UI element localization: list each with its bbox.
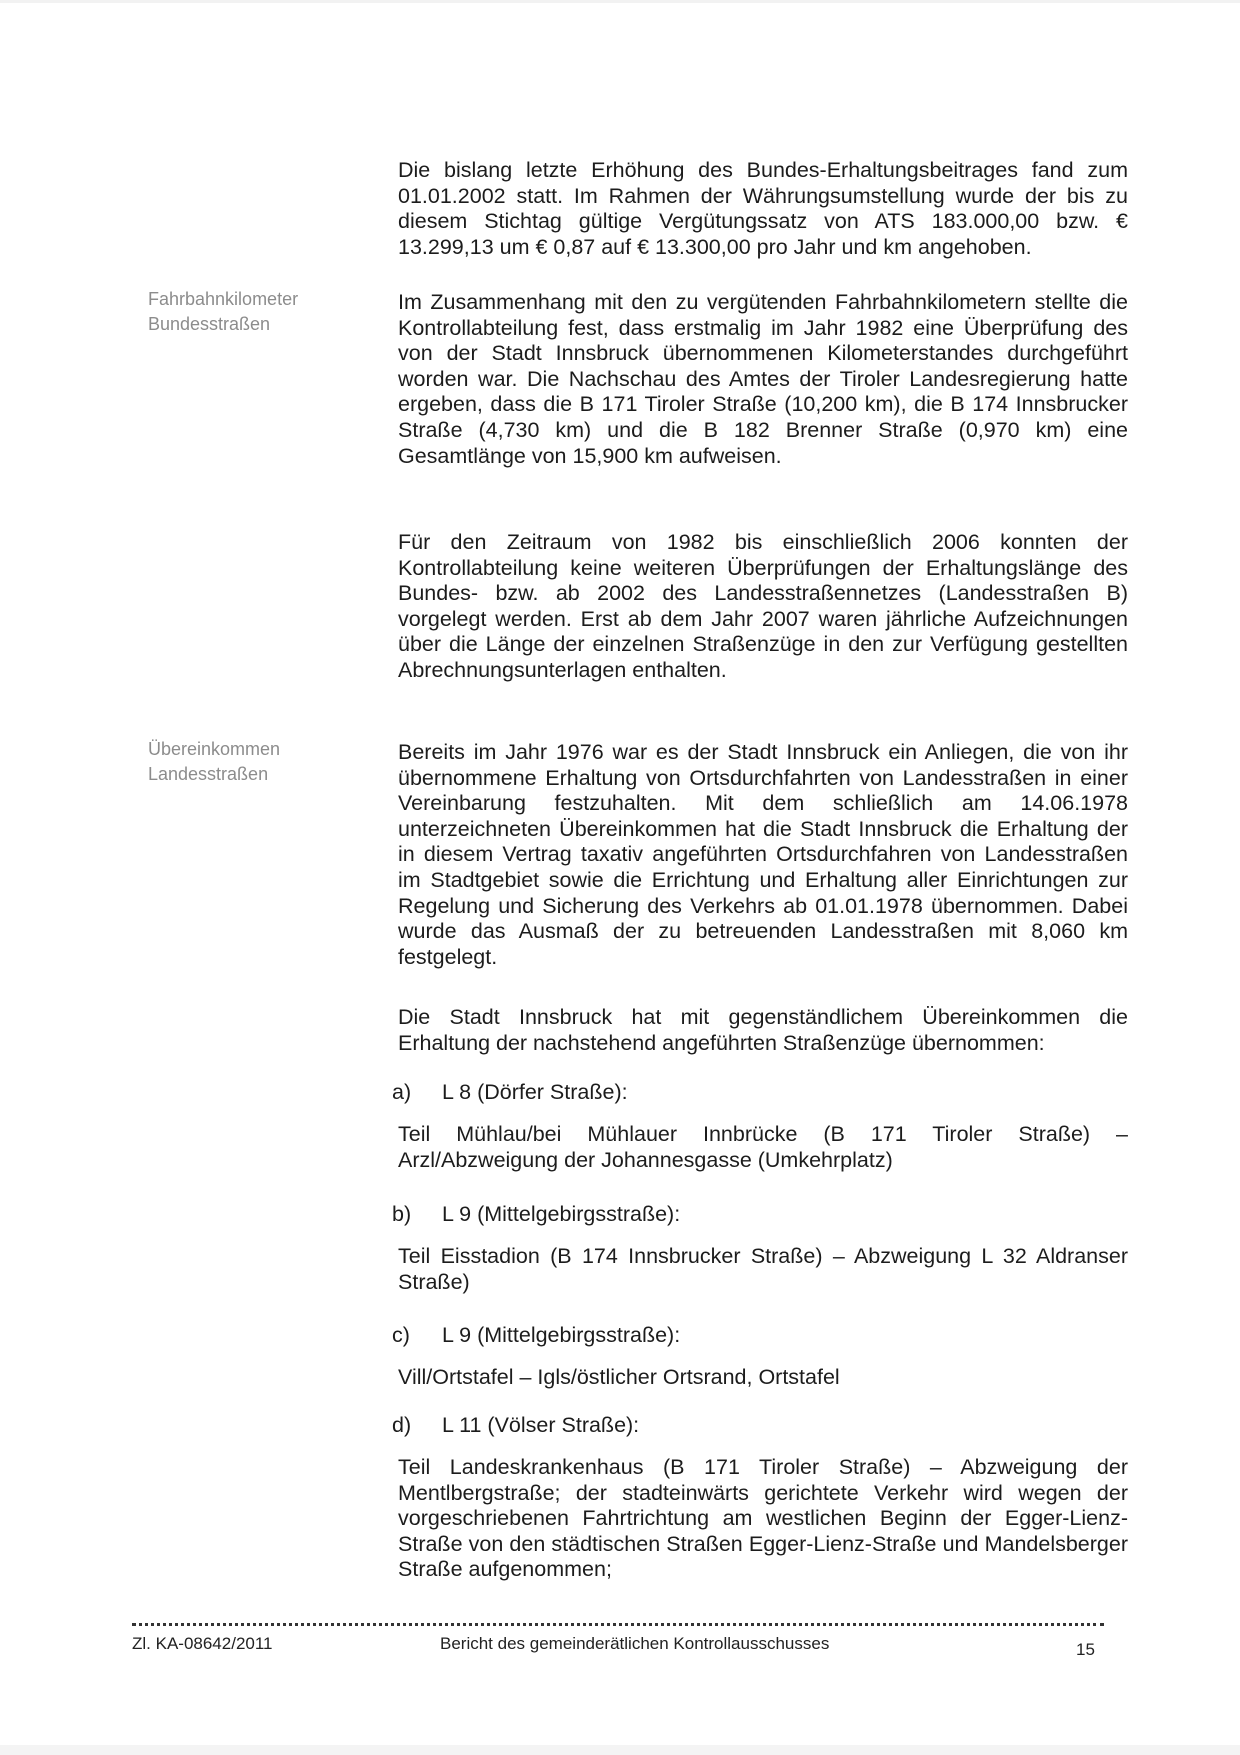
list-item-title: L 9 (Mittelgebirgsstraße): [442, 1323, 681, 1347]
list-item-title: L 8 (Dörfer Straße): [442, 1080, 628, 1104]
list-item-text-b: Teil Eisstadion (B 174 Innsbrucker Straße) – Abzweigung L 32 Aldranser Straße) [398, 1244, 1128, 1294]
list-item-label-d [392, 1412, 639, 1438]
list-item-text-c: Vill/Ortstafel – Igls/östlicher Ortsrand, Ortstafel [398, 1365, 840, 1389]
list-item-letter: b) [392, 1202, 412, 1226]
paragraph-strassenzuege-intro: Die Stadt Innsbruck hat mit gegenständlichem Übereinkommen die Erhaltung der nachstehend angeführten Straßenzüge übernommen: [398, 1005, 1128, 1055]
scan-edge-top [0, 0, 1240, 3]
list-item-text-d: Teil Landeskrankenhaus (B 171 Tiroler Straße) – Abzweigung der Mentlbergstraße; der stadteinwärts gerichtete Verkehr wird wegen der vorgeschriebenen Fahrtrichtung am westlichen Beginn der Egger-Lienz-Straße von den städtischen Straßen Egger-Lienz-Straße und Mandelsberger Straße aufgenommen; [398, 1455, 1128, 1582]
footer-reference: Zl. KA-08642/2011 [132, 1634, 273, 1653]
list-item-letter: a) [392, 1080, 412, 1104]
list-item-letter: c) [392, 1323, 410, 1347]
list-item-text-a: Teil Mühlau/bei Mühlauer Innbrücke (B 171 Tiroler Straße) – Arzl/Abzweigung der Johannesgasse (Umkehrplatz) [398, 1122, 1128, 1172]
margin-note-uebereinkommen [148, 737, 338, 787]
margin-note-line: Landesstraßen [148, 764, 269, 784]
footer-dotted-rule [132, 1623, 1104, 1626]
paragraph-fahrbahnkilometer: Im Zusammenhang mit den zu vergütenden Fahrbahnkilometern stellte die Kontrollabteilung fest, dass erstmalig im Jahr 1982 eine Überprüfung des von der Stadt Innsbruck übernommenen Kilometerstandes durchgeführt worden war. Die Nachschau des Amtes der Tiroler Landesregierung hatte ergeben, dass die B 171 Tiroler Straße (10,200 km), die B 174 Innsbrucker Straße (4,730 km) und die B 182 Brenner Straße (0,970 km) eine Gesamtlänge von 15,900 km aufweisen. [398, 290, 1128, 468]
paragraph-erhaltungsbeitrag: Die bislang letzte Erhöhung des Bundes-Erhaltungsbeitrages fand zum 01.01.2002 statt. Im Rahmen der Währungsumstellung wurde der bis zu diesem Stichtag gültige Vergütungssatz von ATS 183.000,00 bzw. € 13.299,13 um € 0,87 auf € 13.300,00 pro Jahr und km angehoben. [398, 158, 1128, 259]
list-item-title: L 9 (Mittelgebirgsstraße): [442, 1202, 681, 1226]
list-item-label-a [392, 1079, 628, 1105]
paragraph-zeitraum: Für den Zeitraum von 1982 bis einschließlich 2006 konnten der Kontrollabteilung keine weiteren Überprüfungen der Erhaltungslänge des Bundes- bzw. ab 2002 des Landesstraßennetzes (Landesstraßen B) vorgelegt werden. Erst ab dem Jahr 2007 waren jährliche Aufzeichnungen über die Länge der einzelnen Straßenzüge in den zur Verfügung gestellten Abrechnungsunterlagen enthalten. [398, 530, 1128, 682]
margin-note-fahrbahnkilometer [148, 287, 338, 337]
footer-page-number: 15 [1076, 1640, 1095, 1659]
list-item-label-b [392, 1201, 680, 1227]
scan-edge-bottom [0, 1745, 1240, 1755]
list-item-title: L 11 (Völser Straße): [442, 1413, 640, 1437]
margin-note-line: Fahrbahnkilometer [148, 289, 299, 309]
footer-report-title: Bericht des gemeinderätlichen Kontrollausschusses [440, 1634, 830, 1653]
list-item-label-c [392, 1322, 680, 1348]
paragraph-vereinbarung: Bereits im Jahr 1976 war es der Stadt Innsbruck ein Anliegen, die von ihr übernommene Erhaltung von Ortsdurchfahrten von Landesstraßen in einer Vereinbarung festzuhalten. Mit dem schließlich am 14.06.1978 unterzeichneten Übereinkommen hat die Stadt Innsbruck die Erhaltung der in diesem Vertrag taxativ angeführten Ortsdurchfahren von Landesstraßen im Stadtgebiet sowie die Errichtung und Erhaltung aller Einrichtungen zur Regelung und Sicherung des Verkehrs ab 01.01.1978 übernommen. Dabei wurde das Ausmaß der zu betreuenden Landesstraßen mit 8,060 km festgelegt. [398, 740, 1128, 969]
margin-note-line: Übereinkommen [148, 739, 281, 759]
list-item-letter: d) [392, 1413, 412, 1437]
margin-note-line: Bundesstraßen [148, 314, 271, 334]
